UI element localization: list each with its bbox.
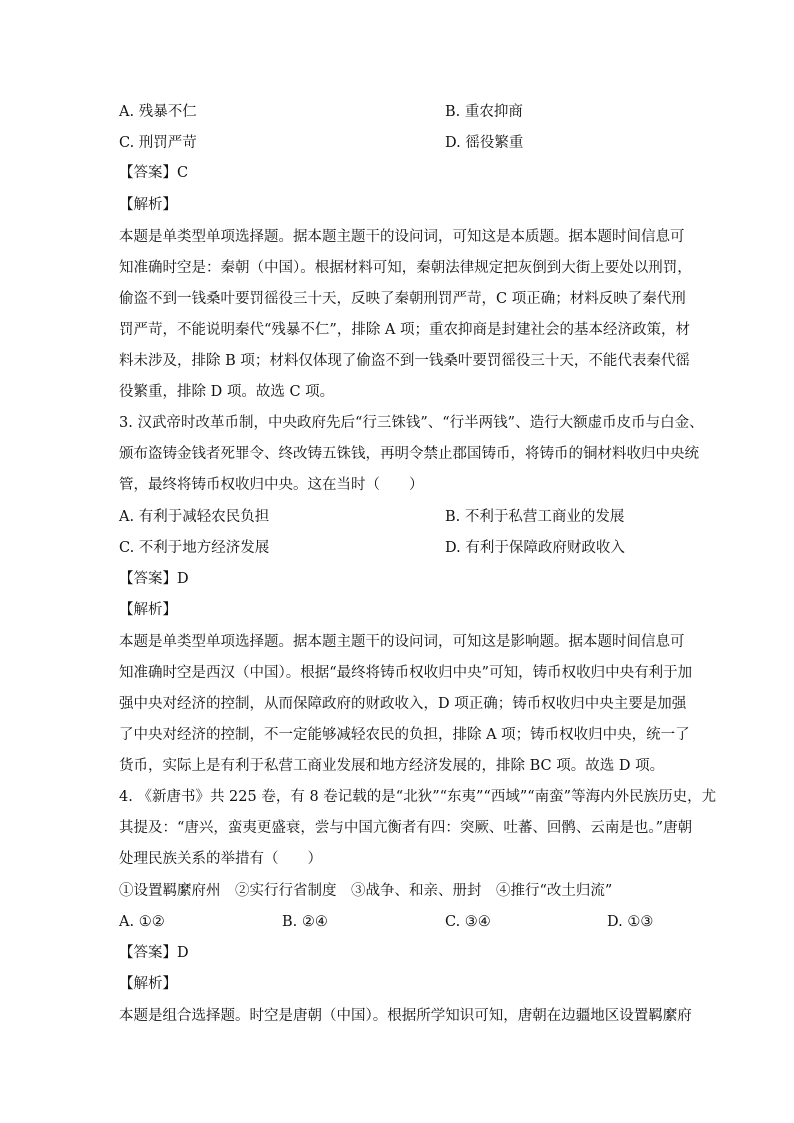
q2-analysis-line: 本题是单类型单项选择题。据本题主题干的设问词，可知这是本质题。据本题时间信息可 [119, 229, 685, 245]
q4-numbered-items: ①设置羁縻府州 ②实行行省制度 ③战争、和亲、册封 ④推行“改土归流” [119, 883, 613, 899]
q4-option-a[interactable]: A. ①② [119, 914, 165, 930]
q2-analysis-line: 役繁重，排除 D 项。故选 C 项。 [119, 384, 335, 400]
q4-option-b[interactable]: B. ②④ [282, 914, 328, 930]
q2-analysis-label: 【解析】 [119, 197, 177, 213]
q2-analysis-line: 知准确时空是：秦朝（中国）。根据材料可知，秦朝法律规定把灰倒到大街上要处以刑罚， [119, 260, 692, 276]
q4-stem-line: 4. 《新唐书》共 225 卷，有 8 卷记载的是“北狄”“东夷”“西域”“南蛮”等海内外民族历史，尤 [119, 789, 717, 805]
q3-option-b[interactable]: B. 不利于私营工商业的发展 [445, 509, 625, 525]
q3-stem-line: 颁布盗铸金钱者死罪令、终改铸五铢钱，再明令禁止郡国铸币，将铸币的铜材料收归中央统 [119, 446, 699, 462]
q4-analysis-label: 【解析】 [119, 976, 177, 992]
q3-analysis-line: 知准确时空是西汉（中国）。根据“最终将铸币权收归中央”可知，铸币权收归中央有利于加 [119, 665, 693, 681]
q4-answer: 【答案】D [119, 945, 189, 961]
q4-stem-line: 处理民族关系的举措有（ ） [119, 851, 322, 867]
q2-answer: 【答案】C [119, 165, 189, 181]
q3-stem-line: 管，最终将铸币权收归中央。这在当时（ ） [119, 477, 424, 493]
q4-option-c[interactable]: C. ③④ [445, 914, 491, 930]
q2-analysis-line: 料未涉及，排除 B 项；材料仅体现了偷盗不到一钱桑叶要罚徭役三十天，不能代表秦代徭 [119, 353, 690, 369]
q3-option-d[interactable]: D. 有利于保障政府财政收入 [445, 540, 625, 556]
q2-analysis-line: 罚严苛，不能说明秦代“残暴不仁”，排除 A 项；重农抑商是封建社会的基本经济政策，材 [119, 322, 691, 338]
q4-option-d[interactable]: D. ①③ [607, 914, 654, 930]
q2-option-d[interactable]: D. 徭役繁重 [445, 135, 524, 151]
q2-analysis-line: 偷盗不到一钱桑叶要罚徭役三十天，反映了秦朝刑罚严苛，C 项正确；材料反映了秦代刑 [119, 291, 686, 307]
q4-stem-line: 其提及：“唐兴，蛮夷更盛衰，尝与中国亢衡者有四：突厥、吐蕃、回鹘、云南是也。”唐朝 [119, 820, 693, 836]
q3-answer: 【答案】D [119, 571, 189, 587]
q3-analysis-line: 本题是单类型单项选择题。据本题主题干的设问词，可知这是影响题。据本题时间信息可 [119, 634, 685, 650]
q3-analysis-line: 了中央对经济的控制，不一定能够减轻农民的负担，排除 A 项；铸币权收归中央，统一了 [119, 727, 690, 743]
q3-stem-line: 3. 汉武帝时改革币制，中央政府先后“行三铢钱”、“行半两钱”、造行大额虚币皮币与白金、 [119, 415, 704, 431]
q2-option-c[interactable]: C. 刑罚严苛 [119, 135, 197, 151]
q3-analysis-label: 【解析】 [119, 602, 177, 618]
q2-option-a[interactable]: A. 残暴不仁 [119, 104, 197, 120]
q4-analysis-line: 本题是组合选择题。时空是唐朝（中国）。根据所学知识可知，唐朝在边疆地区设置羁縻府 [119, 1008, 692, 1024]
q3-option-a[interactable]: A. 有利于减轻农民负担 [119, 509, 270, 525]
q3-option-c[interactable]: C. 不利于地方经济发展 [119, 540, 270, 556]
q2-option-b[interactable]: B. 重农抑商 [445, 104, 523, 120]
q3-analysis-line: 货币，实际上是有利于私营工商业发展和地方经济发展的，排除 BC 项。故选 D 项。 [119, 758, 665, 774]
q3-analysis-line: 强中央对经济的控制，从而保障政府的财政收入，D 项正确；铸币权收归中央主要是加强 [119, 696, 687, 712]
